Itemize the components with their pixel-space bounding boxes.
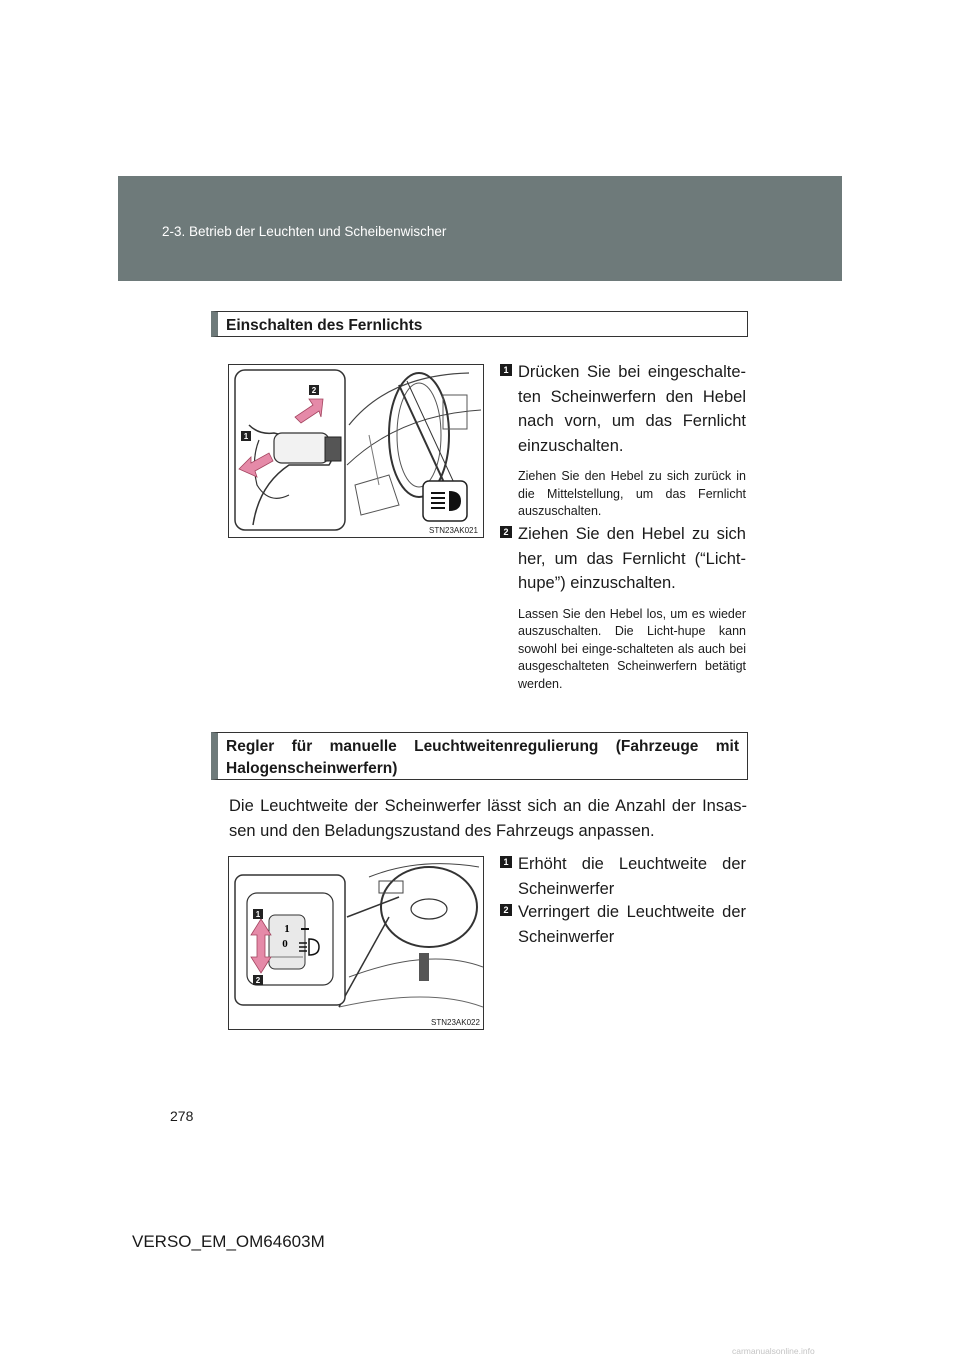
section-intro: Die Leuchtweite der Scheinwerfer lässt sich an die Anzahl der Insas-sen und den Beladungszustand des Fahrzeugs anpassen. xyxy=(229,797,747,840)
section-title-high-beam: Einschalten des Fernlichts xyxy=(211,311,748,337)
svg-text:1: 1 xyxy=(243,432,249,441)
figure-headlight-lever xyxy=(228,364,484,538)
section-title-leveling: Regler für manuelle Leuchtweitenregulierung (Fahrzeuge mit Halogenscheinwerfern) xyxy=(211,732,748,780)
figure-code: STN23AK021 xyxy=(429,526,478,535)
item-note: Ziehen Sie den Hebel zu sich zurück in die Mittelstellung, um das Fernlicht auszuschalten. xyxy=(518,469,746,518)
watermark: carmanualsonline.info xyxy=(732,1346,815,1356)
item-text: Ziehen Sie den Hebel zu sich her, um das Fernlicht (“Licht-hupe”) einzuschalten. xyxy=(518,525,746,592)
document-code: VERSO_EM_OM64603M xyxy=(132,1232,325,1251)
figure-leveling-dial xyxy=(228,856,484,1030)
list-item xyxy=(500,360,746,521)
item-text: Drücken Sie bei eingeschalte-ten Scheinwerfern den Hebel nach vorn, um das Fernlicht einzuschalten. xyxy=(518,363,746,455)
item-number-badge: 1 xyxy=(500,856,512,868)
chapter-header-band xyxy=(118,176,842,281)
svg-text:1: 1 xyxy=(284,923,290,935)
page-number: 278 xyxy=(170,1108,194,1124)
list-item xyxy=(500,522,746,693)
svg-text:1: 1 xyxy=(255,910,261,919)
list-item xyxy=(500,900,746,949)
figure-code: STN23AK022 xyxy=(431,1018,480,1027)
list-item xyxy=(500,852,746,901)
item-text: Verringert die Leuchtweite der Scheinwerfer xyxy=(518,903,746,946)
svg-text:2: 2 xyxy=(311,386,317,395)
svg-text:0: 0 xyxy=(282,938,288,950)
item-note: Lassen Sie den Hebel los, um es wieder auszuschalten. Die Licht-hupe kann sowohl bei einge-schalteten als auch bei ausgeschalteten Scheinwerfern betätigt werden. xyxy=(518,606,746,691)
item-number-badge: 2 xyxy=(500,904,512,916)
item-number-badge: 1 xyxy=(500,364,512,376)
chapter-title: 2-3. Betrieb der Leuchten und Scheibenwischer xyxy=(162,224,447,239)
item-number-badge: 2 xyxy=(500,526,512,538)
svg-text:2: 2 xyxy=(255,976,261,985)
item-text: Erhöht die Leuchtweite der Scheinwerfer xyxy=(518,855,746,898)
